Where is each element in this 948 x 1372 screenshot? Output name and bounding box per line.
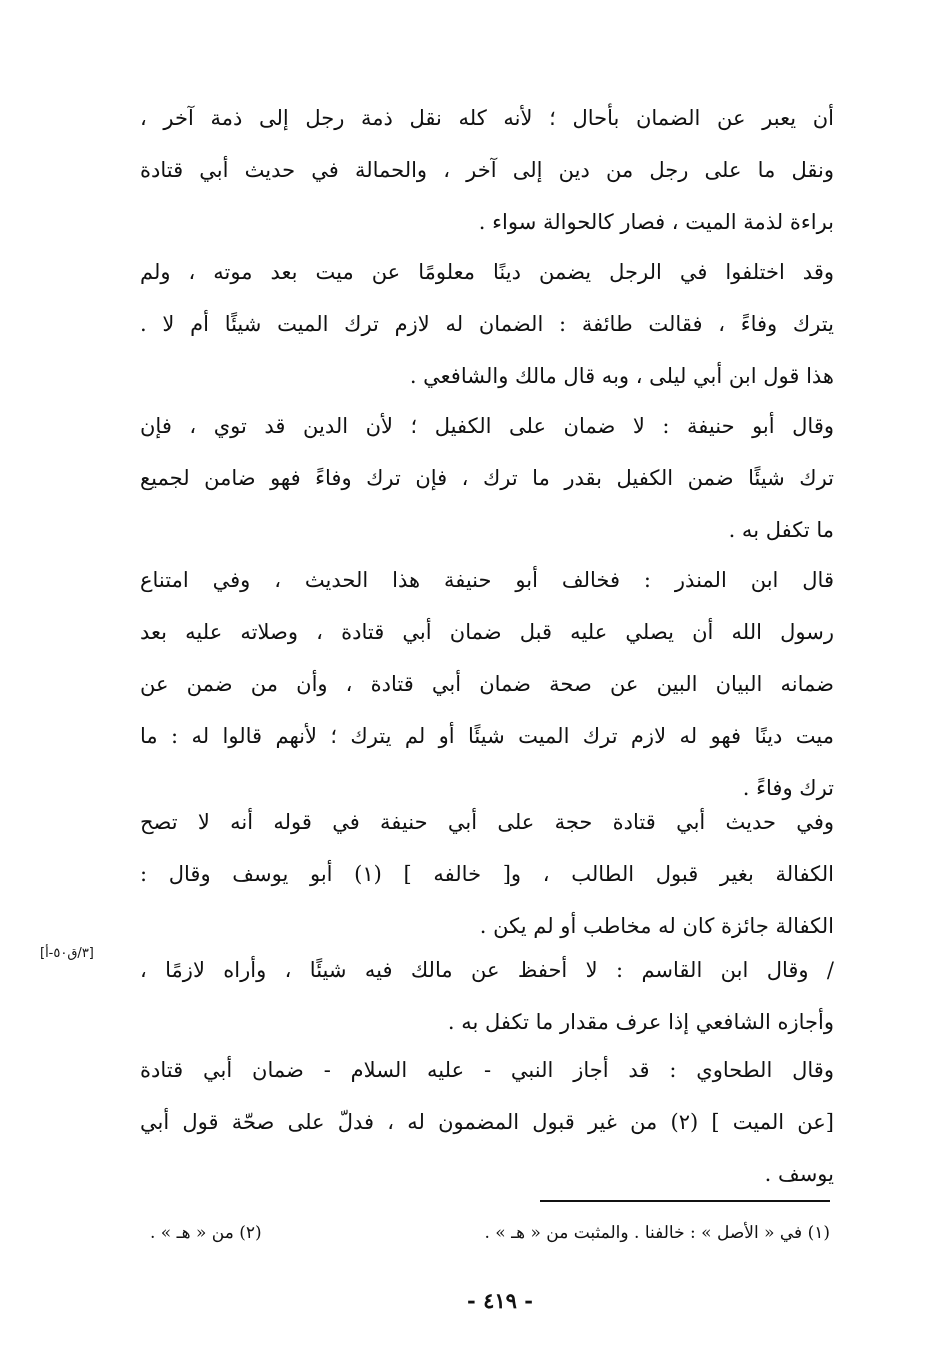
text-line: يوسف . xyxy=(764,1162,834,1186)
text-line: ميت دينًا فهو له لازم ترك الميت شيئًا أو لم يترك ؛ لأنهم قالوا له : ما xyxy=(140,724,834,748)
page-number: - ٤١٩ - xyxy=(467,1288,533,1313)
paragraph-2 xyxy=(140,246,834,402)
paragraph-1 xyxy=(140,92,834,248)
text-line: أن يعبر عن الضمان بأحال ؛ لأنه كله نقل ذمة رجل إلى ذمة آخر ، xyxy=(140,106,834,130)
paragraph-4 xyxy=(140,554,834,814)
text-line: [عن الميت ] (٢) من غير قبول المضمون له ، فدلّ على صحّة قول أبي xyxy=(140,1110,835,1134)
text-line: وأجازه الشافعي إذا عرف مقدار ما تكفل به . xyxy=(447,1010,834,1034)
text-line: يترك وفاءً ، فقالت طائفة : الضمان له لازم ترك الميت شيئًا أم لا . xyxy=(140,312,834,336)
text-line: ترك شيئًا ضمن الكفيل بقدر ما ترك ، فإن ترك وفاءً فهو ضامن لجميع xyxy=(140,466,834,490)
text-line: ترك وفاءً . xyxy=(742,776,834,800)
text-line: ضمانه البيان البين عن صحة ضمان أبي قتادة ، وأن من ضمن عن xyxy=(140,672,834,696)
footnote-1: (١) في « الأصل » : خالفنا . والمثبت من « هـ » . xyxy=(484,1223,830,1243)
text-line: وفي حديث أبي قتادة حجة على أبي حنيفة في قوله أنه لا تصح xyxy=(140,810,834,834)
text-line: الكفالة جائزة كان له مخاطب أو لم يكن . xyxy=(479,914,834,938)
footnote-2: (٢) من « هـ » . xyxy=(150,1223,262,1243)
text-line: قال ابن المنذر : فخالف أبو حنيفة هذا الحديث ، وفي امتناع xyxy=(140,568,834,592)
manuscript-folio-reference: [٣/ق٥٠-أ] xyxy=(40,946,94,961)
text-line: ونقل ما على رجل من دين إلى آخر ، والحمالة في حديث أبي قتادة xyxy=(140,158,834,182)
text-line: وقال الطحاوي : قد أجاز النبي - عليه السلام - ضمان أبي قتادة xyxy=(140,1058,834,1082)
paragraph-5 xyxy=(140,796,834,952)
text-line: رسول الله أن يصلي عليه قبل ضمان أبي قتادة ، وصلاته عليه بعد xyxy=(140,620,834,644)
text-line: هذا قول ابن أبي ليلى ، وبه قال مالك والشافعي . xyxy=(409,364,834,388)
text-line: / وقال ابن القاسم : لا أحفظ عن مالك فيه شيئًا ، وأراه لازمًا ، xyxy=(140,958,834,982)
paragraph-3 xyxy=(140,400,834,556)
text-line: وقال أبو حنيفة : لا ضمان على الكفيل ؛ لأن الدين قد توي ، فإن xyxy=(140,414,834,438)
text-line: براءة لذمة الميت ، فصار كالحوالة سواء . xyxy=(478,210,834,234)
paragraph-7 xyxy=(140,1044,834,1200)
footnotes xyxy=(150,1220,830,1246)
text-line: الكفالة بغير قبول الطالب ، و[ خالفه ] (١) أبو يوسف وقال : xyxy=(140,862,834,886)
paragraph-6 xyxy=(140,944,834,1048)
footnote-divider xyxy=(540,1200,830,1202)
text-line: ما تكفل به . xyxy=(728,518,834,542)
text-line: وقد اختلفوا في الرجل يضمن دينًا معلومًا عن ميت بعد موته ، ولم xyxy=(140,260,834,284)
